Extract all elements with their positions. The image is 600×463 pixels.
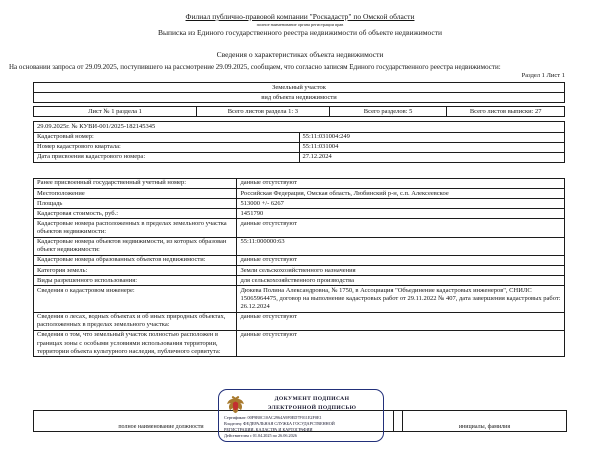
row-label: Номер кадастрового квартала: — [34, 142, 300, 152]
table-row — [34, 286, 565, 312]
doc-title: Выписка из Единого государственного реестра недвижимости об объекте недвижимости — [157, 28, 443, 37]
row-label: Сведения о том, что земельный участок полностью расположен в границах зоны с особыми условиями использования территории, территории объекта культурного наследия, публичного сервитута: — [34, 330, 237, 356]
row-label: Категория земель: — [34, 266, 237, 276]
row-value: данные отсутствуют — [237, 330, 565, 356]
row-value: данные отсутствуют — [237, 255, 565, 265]
table-row — [34, 219, 565, 237]
row-label: Кадастровый номер: — [34, 132, 300, 142]
row-label: Местоположение — [34, 189, 237, 199]
row-value: 55:11:000000:63 — [237, 237, 565, 255]
stamp-owner-line1: Владелец: ФЕДЕРАЛЬНАЯ СЛУЖБА ГОСУДАРСТВЕННОЙ — [224, 420, 335, 426]
row-label: Площадь — [34, 199, 237, 209]
sheets-table — [33, 106, 565, 117]
details-table — [33, 178, 565, 357]
stamp-title-line2: ЭЛЕКТРОННОЙ ПОДПИСЬЮ — [267, 404, 357, 411]
sheet-cell: Всего разделов: 5 — [329, 107, 447, 117]
row-label: Сведения о лесах, водных объектах и об иных природных объектах, расположенных в пределах земельного участка: — [34, 312, 237, 330]
row-value: Дюкева Полина Александровна, № 1750, в Ассоциация "Объединение кадастровых инженеров", СНИЛС 15065964475, договор на выполнение кадастровых работ от 29.11.2022 № 407, дата завершения кадастровых работ: 26.12.2024 — [237, 286, 565, 312]
table-row — [34, 312, 565, 330]
org-title: Филиал публично-правовой компании "Роскадастр" по Омской области — [185, 12, 415, 21]
table-row — [34, 330, 565, 356]
row-value: 1451790 — [237, 209, 565, 219]
table-row — [34, 122, 565, 132]
row-value: данные отсутствуют — [237, 219, 565, 237]
row-value: для сельскохозяйственного производства — [237, 276, 565, 286]
table-row — [34, 142, 565, 152]
row-label: Дата присвоения кадастрового номера: — [34, 152, 300, 162]
table-row — [34, 266, 565, 276]
section-title: Сведения о характеристиках объекта недвижимости — [216, 50, 384, 59]
row-value: данные отсутствуют — [237, 312, 565, 330]
row-value: Земли сельскохозяйственного назначения — [237, 266, 565, 276]
org-caption: полное наименование органа регистрации прав — [256, 21, 344, 27]
table-row — [34, 107, 565, 117]
row-label: Сведения о кадастровом инженере: — [34, 286, 237, 312]
table-row — [34, 209, 565, 219]
stamp-owner-line2: РЕГИСТРАЦИИ, КАДАСТРА И КАРТОГРАФИИ — [224, 427, 313, 432]
row-value: 513000 +/- 6267 — [237, 199, 565, 209]
stamp-certificate: Сертификат: 00F9B0C10AC2964A9F0ED7F011E2F0E1 — [224, 414, 322, 420]
double-eagle-emblem-icon — [225, 394, 246, 416]
row-value: данные отсутствуют — [237, 178, 565, 188]
row-label: Ранее присвоенный государственный учетный номер: — [34, 178, 237, 188]
row-label: Виды разрешенного использования: — [34, 276, 237, 286]
table-row — [34, 237, 565, 255]
object-type-caption: вид объекта недвижимости — [34, 93, 565, 103]
row-value: 27.12.2024 — [299, 152, 565, 162]
object-type: Земельный участок — [34, 83, 565, 93]
section-sheet-label: Раздел 1 Лист 1 — [521, 72, 565, 79]
stamp-title-line1: ДОКУМЕНТ ПОДПИСАН — [274, 396, 350, 402]
initials-cell — [403, 411, 566, 431]
row-label: Кадастровая стоимость, руб.: — [34, 209, 237, 219]
sheet-cell: Лист № 1 раздела 1 — [34, 107, 197, 117]
row-value: 55:11:031004:249 — [299, 132, 565, 142]
table-row — [34, 93, 565, 103]
table-row — [34, 83, 565, 93]
basis-line: На основании запроса от 29.09.2025, поступившего на рассмотрение 29.09.2025, сообщаем, что согласно записям Единого государственного реестра недвижимости: — [9, 63, 501, 71]
row-label: Кадастровые номера объектов недвижимости, из которых образован объект недвижимости: — [34, 237, 237, 255]
table-row — [34, 132, 565, 142]
initials-label: инициалы, фамилия — [458, 423, 511, 430]
row-label: Кадастровые номера расположенных в пределах земельного участка объектов недвижимости: — [34, 219, 237, 237]
sheet-cell: Всего листов раздела 1: 3 — [197, 107, 330, 117]
request-line: 29.09.2025г. № КУВИ-001/2025-182145345 — [34, 122, 565, 132]
row-label: Кадастровые номера образованных объектов недвижимости: — [34, 255, 237, 265]
table-row — [34, 199, 565, 209]
table-row — [34, 276, 565, 286]
sheet-cell: Всего листов выписки: 27 — [447, 107, 565, 117]
table-row — [34, 178, 565, 188]
position-title-label: полное наименование должности — [118, 423, 204, 430]
object-type-table — [33, 82, 565, 103]
digital-signature-stamp — [218, 389, 384, 442]
row-value: Российская Федерация, Омская область, Любинский р-н, с.п. Алексеевское — [237, 189, 565, 199]
table-row — [34, 152, 565, 162]
row-value: 55:11:031004 — [299, 142, 565, 152]
table-row — [34, 189, 565, 199]
table-row — [34, 255, 565, 265]
stamp-validity: Действителен с 01.04.2025 по 26.06.2026 — [224, 433, 297, 439]
request-table — [33, 121, 565, 163]
signature-spacer-cell — [393, 411, 403, 431]
